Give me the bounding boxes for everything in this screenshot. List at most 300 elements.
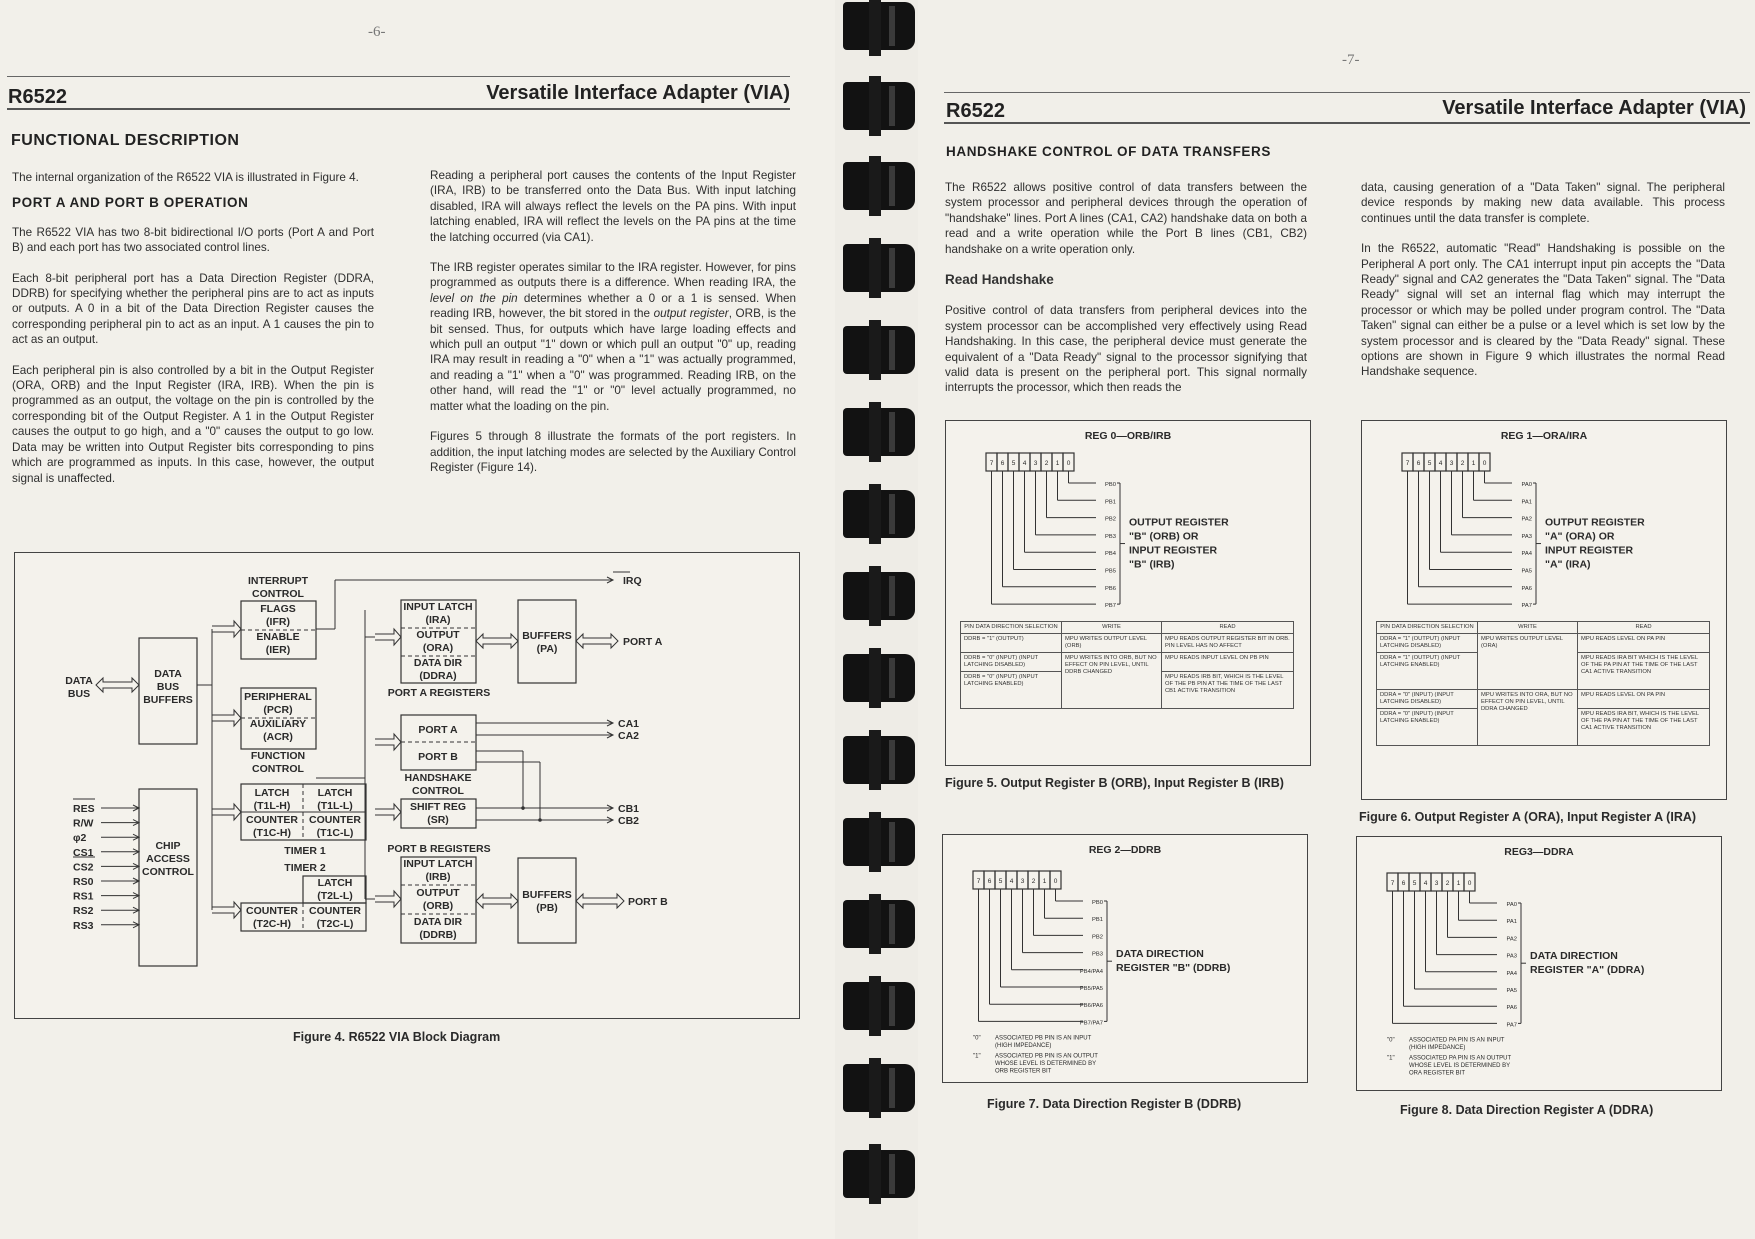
register-description: REGISTER "B" (DDRB)	[1116, 962, 1231, 975]
bit-number: 6	[1416, 460, 1421, 467]
section-title: FUNCTIONAL DESCRIPTION	[11, 132, 240, 149]
function-control-label: FUNCTION	[250, 750, 306, 762]
control-signal-label: φ2	[73, 832, 87, 845]
pin-label: PB3	[1105, 533, 1116, 540]
latch-t2l-label: (T2L-L)	[317, 890, 353, 902]
binding-coil	[843, 572, 915, 620]
handshake-control-label: HANDSHAKE	[404, 772, 472, 784]
note-text: ASSOCIATED PB PIN IS AN INPUT	[995, 1035, 1092, 1042]
note-text: WHOSE LEVEL IS DETERMINED BY	[995, 1060, 1097, 1067]
paragraph: Positive control of data transfers from peripheral devices into the system processor can be accomplished very effectively using Read Handshaking. In this case, the peripheral device must generate the equivalent of a "Data Ready" signal to the processor signifying that valid data is present on the peripheral port. This signal normally interrupts the processor, which then reads the	[945, 304, 1307, 395]
coil-highlight	[889, 576, 895, 616]
text-column-1	[12, 170, 374, 501]
ira-label: (IRA)	[425, 614, 451, 626]
peripheral-label: (PCR)	[263, 704, 293, 716]
orb-label: (ORB)	[422, 900, 454, 912]
text-column-2	[430, 168, 796, 490]
header-rule-top	[944, 92, 1750, 93]
bit-number: 4	[1022, 460, 1027, 467]
junction-dot	[538, 818, 542, 822]
table-cell: DDRA = "0" (INPUT) (INPUT LATCHING ENABLED)	[1377, 709, 1478, 746]
bit-number: 2	[1044, 460, 1049, 467]
data-bus-buffers-label: BUS	[156, 681, 180, 693]
coil-highlight	[889, 658, 895, 698]
coil-band	[869, 1058, 881, 1118]
interrupt-control-label: INTERRUPT	[247, 575, 309, 587]
bit-number: 5	[1011, 460, 1016, 467]
header-title: Versatile Interface Adapter (VIA)	[1442, 97, 1746, 119]
timer1-input-arrow	[212, 804, 241, 820]
pin-label: PB7	[1105, 603, 1116, 610]
buffers-pb-label: BUFFERS	[522, 889, 572, 901]
shift-register-label: SHIFT REG	[409, 801, 467, 813]
counter-t1h-label: (T1C-H)	[253, 827, 291, 839]
orb-label: OUTPUT	[416, 887, 460, 899]
data-bus-buffers-label: DATA	[154, 668, 182, 680]
table-header: READ	[1578, 622, 1710, 634]
bit-number: 6	[987, 878, 992, 885]
bit-number: 2	[1445, 880, 1450, 887]
pin-label: PA1	[1506, 919, 1517, 926]
register-description: DATA DIRECTION	[1116, 948, 1204, 961]
bit-number: 0	[1053, 878, 1058, 885]
handshake-control-label: CONTROL	[412, 785, 464, 797]
coil-band	[869, 320, 881, 380]
binding-coil	[843, 982, 915, 1030]
ora-label: (ORA)	[422, 642, 454, 654]
page-number: -6-	[368, 24, 386, 40]
pin-label: PA0	[1521, 482, 1532, 488]
chip-access-label: CHIP	[155, 840, 181, 852]
note-text: ASSOCIATED PB PIN IS AN OUTPUT	[995, 1053, 1098, 1060]
counter-t1l-label: COUNTER	[309, 814, 361, 826]
bit-number: 7	[1390, 880, 1395, 887]
table-cell: DDRB = "0" (INPUT) (INPUT LATCHING ENABLED)	[961, 672, 1062, 709]
counter-t2h-label: COUNTER	[246, 905, 298, 917]
figure-caption: Figure 6. Output Register A (ORA), Input Register A (IRA)	[1359, 810, 1697, 824]
paragraph: Reading a peripheral port causes the contents of the Input Register (IRA, IRB) to be transferred onto the Data Bus. With input latching disabled, IRA will always reflect the levels on the PA pins. With input latching enabled, IRA will reflect the levels on the PA pins at the time the latching occurred (via CA1).	[430, 169, 796, 244]
buffers-pb-label: (PB)	[536, 902, 558, 914]
header-part: R6522	[8, 86, 67, 108]
coil-highlight	[889, 86, 895, 126]
control-signal-label: RS1	[73, 890, 94, 903]
bit-number: 1	[1042, 878, 1047, 885]
table-header: PIN DATA DIRECTION SELECTION	[1377, 622, 1478, 634]
header-rule	[944, 122, 1750, 124]
data-bus-label: DATA	[65, 675, 93, 687]
figure-5-frame	[945, 420, 1311, 766]
paragraph: The R6522 VIA has two 8-bit bidirectional I/O ports (Port A and Port B) and each port has two associated control lines.	[12, 225, 374, 255]
pin-label: PA4	[1521, 551, 1532, 558]
binding-coil	[843, 2, 915, 50]
pin-label: PB0	[1105, 482, 1116, 488]
pin-label: PA2	[1506, 936, 1517, 943]
coil-highlight	[889, 494, 895, 534]
coil-band	[869, 730, 881, 790]
binding-coil	[843, 162, 915, 210]
pin-label: PB0	[1092, 900, 1103, 906]
counter-t2l-label: (T2C-L)	[316, 918, 354, 930]
timer2-label: TIMER 2	[284, 862, 326, 874]
enable-label: (IER)	[265, 644, 291, 656]
right-page	[918, 0, 1755, 1239]
pin-label: PB6	[1105, 585, 1116, 592]
counter-t2h-label: (T2C-H)	[253, 918, 291, 930]
port-b-input-arrow	[375, 891, 401, 907]
shift-register-label: (SR)	[427, 814, 449, 826]
pin-label: PA4	[1506, 970, 1517, 977]
port-a-registers-label: PORT A REGISTERS	[387, 687, 491, 699]
enable-label: ENABLE	[256, 631, 300, 643]
note-text: ASSOCIATED PA PIN IS AN OUTPUT	[1409, 1055, 1512, 1062]
bit-number: 4	[1009, 878, 1014, 885]
note-text: (HIGH IMPEDANCE)	[995, 1042, 1052, 1049]
control-signal-label: RES	[73, 803, 95, 815]
table-cell: DDRB = "0" (INPUT) (INPUT LATCHING DISABLED)	[961, 653, 1062, 672]
note-key: "0"	[973, 1035, 981, 1042]
bit-number: 4	[1438, 460, 1443, 467]
shift-input-arrow	[375, 804, 401, 820]
register-diagram	[946, 421, 1310, 621]
bit-number: 0	[1066, 460, 1071, 467]
binding-coil	[843, 326, 915, 374]
binding-coil	[843, 1064, 915, 1112]
register-table	[960, 621, 1294, 709]
text-run: , ORB, is the bit sensed. Thus, for outputs which have large loading effects and which pull an output "1" down or which pull an output "0" up, reading IRA may result in reading a "0" when a "1" was actually programmed, and reading a "1" when a "0" was programmed. Reading IRB, on the other hand, will read the "1" or "0" level actually programmed, no matter what the loading on the pin.	[430, 307, 796, 413]
bit-number: 4	[1423, 880, 1428, 887]
pin-label: PA7	[1521, 603, 1532, 610]
note-text: ASSOCIATED PA PIN IS AN INPUT	[1409, 1037, 1505, 1044]
data-bus-buffers-label: BUFFERS	[143, 694, 193, 706]
port-b-label: PORT B	[628, 896, 668, 908]
table-header: READ	[1162, 622, 1294, 634]
figure-7-frame	[942, 834, 1308, 1083]
register-diagram	[1362, 421, 1726, 621]
binding-coil	[843, 408, 915, 456]
control-signal-label: RS2	[73, 905, 94, 918]
intro-paragraph: The internal organization of the R6522 VIA is illustrated in Figure 4.	[12, 171, 359, 184]
figure-caption: Figure 4. R6522 VIA Block Diagram	[293, 1030, 501, 1044]
note-text: ORA REGISTER BIT	[1409, 1070, 1466, 1077]
coil-highlight	[889, 1068, 895, 1108]
page-number: -7-	[1342, 52, 1360, 68]
coil-band	[869, 76, 881, 136]
paragraph	[430, 260, 796, 414]
register-diagram	[1357, 837, 1721, 1090]
binding-spine	[835, 0, 918, 1239]
header-part: R6522	[946, 100, 1005, 122]
table-header: WRITE	[1062, 622, 1162, 634]
table-cell: DDRA = "1" (OUTPUT) (INPUT LATCHING DISABLED)	[1377, 634, 1478, 653]
table-header: WRITE	[1478, 622, 1578, 634]
chip-access-label: CONTROL	[142, 866, 194, 878]
coil-highlight	[889, 822, 895, 862]
latch-t1l-label: (T1L-L)	[317, 800, 353, 812]
bit-number: 7	[976, 878, 981, 885]
coil-band	[869, 566, 881, 626]
paragraph: Figures 5 through 8 illustrate the formats of the port registers. In addition, the input latching modes are selected by the Auxiliary Control Register (Figure 14).	[430, 430, 796, 474]
bit-number: 6	[1000, 460, 1005, 467]
header-rule	[7, 108, 790, 110]
pin-label: PA6	[1506, 1005, 1517, 1012]
function-control-label: CONTROL	[252, 763, 304, 775]
pin-label: PA6	[1521, 585, 1532, 592]
binding-coil	[843, 900, 915, 948]
text-run: determines whether a 0 or a 1 is sensed. When reading IRB, however, the bit stored in the	[430, 291, 796, 321]
buffers-pa-label: (PA)	[536, 643, 558, 655]
bit-number: 5	[1427, 460, 1432, 467]
binding-coil	[843, 1150, 915, 1198]
coil-highlight	[889, 248, 895, 288]
counter-t2l-label: COUNTER	[309, 905, 361, 917]
register-title: REG 1—ORA/IRA	[1500, 430, 1588, 442]
table-header: PIN DATA DIRECTION SELECTION	[961, 622, 1062, 634]
pin-label: PA7	[1506, 1022, 1517, 1029]
paragraph: data, causing generation of a "Data Taken" signal. The peripheral device responds by making new data available. This process continues until the data transfer is complete.	[1361, 181, 1725, 225]
table-cell: MPU WRITES OUTPUT LEVEL (ORB)	[1062, 634, 1162, 653]
register-description: OUTPUT REGISTER	[1129, 516, 1229, 529]
latch-t1h-label: LATCH	[254, 787, 290, 799]
ca1-label: CA1	[618, 718, 640, 730]
ddrb-label: (DDRB)	[419, 929, 457, 941]
chip-access-label: ACCESS	[146, 853, 190, 865]
ddra-label: (DDRA)	[419, 670, 457, 682]
binding-coil	[843, 736, 915, 784]
ora-label: OUTPUT	[416, 629, 460, 641]
coil-band	[869, 648, 881, 708]
table-cell: MPU READS IRB BIT, WHICH IS THE LEVEL OF THE PB PIN AT THE TIME OF THE LAST CB1 ACTIVE TRANSITION	[1162, 672, 1294, 709]
figure-caption: Figure 8. Data Direction Register A (DDRA)	[1400, 1103, 1654, 1117]
pin-label: PB5/PA5	[1079, 986, 1103, 992]
coil-band	[869, 156, 881, 216]
register-title: REG3—DDRA	[1504, 846, 1574, 858]
register-description: OUTPUT REGISTER	[1545, 516, 1645, 529]
table-cell: DDRA = "1" (OUTPUT) (INPUT LATCHING ENABLED)	[1377, 653, 1478, 690]
coil-highlight	[889, 412, 895, 452]
table-cell: MPU WRITES INTO ORB, BUT NO EFFECT ON PIN LEVEL, UNTIL DDRB CHANGED	[1062, 653, 1162, 709]
coil-band	[869, 1144, 881, 1204]
pin-label: PB3	[1092, 951, 1103, 958]
interrupt-input-arrow	[212, 621, 241, 637]
bit-number: 3	[1449, 460, 1454, 467]
figure-caption: Figure 5. Output Register B (ORB), Input Register B (IRB)	[945, 776, 1284, 790]
register-description: "A" (IRA)	[1545, 558, 1591, 571]
hs-port-b-label: PORT B	[418, 751, 458, 763]
note-key: "1"	[1387, 1055, 1395, 1062]
note-text: (HIGH IMPEDANCE)	[1409, 1044, 1466, 1051]
ira-label: INPUT LATCH	[403, 601, 473, 613]
pin-label: PB1	[1105, 499, 1116, 506]
port-a-arrow	[576, 634, 618, 648]
coil-highlight	[889, 740, 895, 780]
pin-label: PB5	[1105, 568, 1116, 575]
pin-label: PB2	[1092, 934, 1103, 941]
hs-port-a-label: PORT A	[418, 724, 458, 736]
junction-dot	[521, 806, 525, 810]
register-description: "A" (ORA) OR	[1545, 530, 1615, 543]
note-text: WHOSE LEVEL IS DETERMINED BY	[1409, 1062, 1511, 1069]
coil-band	[869, 0, 881, 56]
flags-label: (IFR)	[266, 616, 290, 628]
header-rule-top	[7, 76, 790, 77]
register-title: REG 2—DDRB	[1088, 844, 1162, 856]
auxiliary-label: AUXILIARY	[249, 718, 307, 730]
figure-caption: Figure 7. Data Direction Register B (DDRB)	[987, 1097, 1242, 1111]
ca2-label: CA2	[618, 730, 640, 742]
coil-band	[869, 976, 881, 1036]
note-key: "1"	[973, 1053, 981, 1060]
coil-highlight	[889, 1154, 895, 1194]
header-title: Versatile Interface Adapter (VIA)	[486, 82, 790, 104]
binding-coil	[843, 82, 915, 130]
pin-label: PA5	[1506, 988, 1517, 994]
pin-label: PB4/PA4	[1079, 968, 1103, 975]
bit-number: 1	[1055, 460, 1060, 467]
pin-label: PB1	[1092, 917, 1103, 924]
bit-number: 1	[1456, 880, 1461, 887]
interrupt-control-label: CONTROL	[252, 588, 304, 600]
binding-coil	[843, 818, 915, 866]
irq-label: IRQ	[623, 575, 642, 587]
table-cell: DDRB = "1" (OUTPUT)	[961, 634, 1062, 653]
irb-label: (IRB)	[425, 871, 451, 883]
text-column-2	[1361, 180, 1725, 395]
paragraph: The R6522 allows positive control of data transfers between the system processor and peripheral devices through the operation of "handshake" lines. Port A lines (CA1, CA2) handshake data on both a read and a write operation while the Port B lines (CB1, CB2) handshake on a write operation only.	[945, 181, 1307, 256]
register-description: REGISTER "A" (DDRA)	[1530, 964, 1645, 977]
figure-8-frame	[1356, 836, 1722, 1091]
peripheral-label: PERIPHERAL	[244, 691, 312, 703]
latch-t1h-label: (T1L-H)	[253, 800, 291, 812]
block-diagram	[15, 553, 799, 1018]
register-description: INPUT REGISTER	[1129, 544, 1218, 557]
irb-label: INPUT LATCH	[403, 858, 473, 870]
subsection-title: PORT A AND PORT B OPERATION	[12, 195, 249, 211]
coil-highlight	[889, 904, 895, 944]
note-key: "0"	[1387, 1037, 1395, 1044]
port-a-register-arrow	[476, 634, 518, 648]
register-description: "B" (ORB) OR	[1129, 530, 1199, 543]
port-b-register-arrow	[476, 894, 518, 908]
table-cell: MPU READS INPUT LEVEL ON PB PIN	[1162, 653, 1294, 672]
binding-coil	[843, 490, 915, 538]
control-signal-label: RS3	[73, 919, 94, 932]
ddra-label: DATA DIR	[413, 657, 463, 669]
bit-number: 3	[1434, 880, 1439, 887]
handshake-input-arrow	[375, 734, 401, 750]
pin-label: PB7/PA7	[1079, 1020, 1103, 1027]
pin-label: PA5	[1521, 568, 1532, 575]
control-signal-label: CS1	[73, 846, 94, 859]
pin-label: PA0	[1506, 902, 1517, 908]
table-cell: MPU READS LEVEL ON PA PIN	[1578, 690, 1710, 709]
text-column-1	[945, 180, 1307, 411]
pin-label: PB4	[1105, 551, 1116, 558]
subsection-title: Read Handshake	[945, 272, 1054, 288]
pin-label: PA1	[1521, 499, 1532, 506]
binding-coil	[843, 244, 915, 292]
bit-number: 5	[998, 878, 1003, 885]
port-a-input-arrow	[375, 629, 401, 645]
table-cell: MPU READS IRA BIT, WHICH IS THE LEVEL OF THE PA PIN AT THE TIME OF THE LAST CA1 ACTIVE TRANSITION	[1578, 709, 1710, 746]
bit-number: 1	[1471, 460, 1476, 467]
bit-number: 0	[1467, 880, 1472, 887]
register-description: DATA DIRECTION	[1530, 950, 1618, 963]
coil-highlight	[889, 330, 895, 370]
table-cell: MPU READS LEVEL ON PA PIN	[1578, 634, 1710, 653]
coil-highlight	[889, 986, 895, 1026]
italic-run: output register	[653, 307, 729, 321]
cb2-label: CB2	[618, 815, 640, 827]
bit-number: 5	[1412, 880, 1417, 887]
counter-t1l-label: (T1C-L)	[316, 827, 354, 839]
section-title: HANDSHAKE CONTROL OF DATA TRANSFERS	[946, 144, 1271, 159]
coil-band	[869, 484, 881, 544]
pin-label: PB2	[1105, 516, 1116, 523]
paragraph: In the R6522, automatic "Read" Handshaking is possible on the Peripheral A port only. The CA1 interrupt input pin accepts the "Data Ready" signal and CA2 generates the "Data Taken" signal. The "Data Ready" signal will set an internal flag which may interrupt the processor or which may be polled under program control. The "Data Taken" signal can either be a pulse or a level which is set low by the system processor and is cleared by the "Data Ready" signal. These options are shown in Figure 9 which illustrates the normal Read Handshake sequence.	[1361, 242, 1725, 379]
coil-band	[869, 812, 881, 872]
pin-label: PA2	[1521, 516, 1532, 523]
bit-number: 7	[1405, 460, 1410, 467]
table-cell: MPU READS OUTPUT REGISTER BIT IN ORB. PIN LEVEL HAS NO AFFECT	[1162, 634, 1294, 653]
coil-highlight	[889, 6, 895, 46]
bit-number: 3	[1020, 878, 1025, 885]
bit-number: 7	[989, 460, 994, 467]
cb1-label: CB1	[618, 803, 640, 815]
paragraph: Each peripheral pin is also controlled by a bit in the Output Register (ORA, ORB) and the Input Register (IRA, IRB). When the pin is programmed as an output, the voltage on the pin is controlled by the corresponding bit of the Output Register. A 1 in the Output Register causes the output to go high, and a "0" causes the output to go low. Data may be written into Output Register bits corresponding to pins which are programmed as inputs. In this case, however, the output signal is unaffected.	[12, 363, 374, 485]
port-a-label: PORT A	[623, 636, 663, 648]
bit-number: 2	[1460, 460, 1465, 467]
latch-t1l-label: LATCH	[317, 787, 353, 799]
pin-label: PB6/PA6	[1079, 1003, 1103, 1010]
block-diagram-frame	[14, 552, 800, 1019]
pin-label: PA3	[1506, 953, 1517, 960]
control-signal-label: CS2	[73, 861, 94, 874]
function-input-arrow	[212, 710, 241, 726]
bit-number: 6	[1401, 880, 1406, 887]
data-bus-label: BUS	[67, 688, 91, 700]
coil-band	[869, 894, 881, 954]
figure-6-frame	[1361, 420, 1727, 800]
table-cell: MPU READS IRA BIT WHICH IS THE LEVEL OF THE PA PIN AT THE TIME OF THE LAST CA1 ACTIVE TRANSITION	[1578, 653, 1710, 690]
paragraph: Each 8-bit peripheral port has a Data Direction Register (DDRA, DDRB) for specifying whether the peripheral pins are to act as inputs or outputs. A 0 in a bit of the Data Direction Register causes the corresponding peripheral pin to act as an input. A 1 causes the pin to act as an output.	[12, 271, 374, 347]
control-signal-label: RS0	[73, 876, 94, 888]
register-description: INPUT REGISTER	[1545, 544, 1634, 557]
register-description: "B" (IRB)	[1129, 558, 1175, 571]
buffers-pa-label: BUFFERS	[522, 630, 572, 642]
port-b-registers-label: PORT B REGISTERS	[387, 843, 491, 855]
latch-t2l-label: LATCH	[317, 877, 353, 889]
flags-label: FLAGS	[260, 603, 296, 615]
left-page	[0, 0, 835, 1239]
control-signal-label: R/W	[73, 817, 94, 830]
table-cell: DDRA = "0" (INPUT) (INPUT LATCHING DISABLED)	[1377, 690, 1478, 709]
bit-number: 0	[1482, 460, 1487, 467]
register-table	[1376, 621, 1710, 746]
pin-label: PA3	[1521, 533, 1532, 540]
italic-run: level on the pin	[430, 291, 518, 305]
counter-t1h-label: COUNTER	[246, 814, 298, 826]
bit-number: 3	[1033, 460, 1038, 467]
coil-band	[869, 402, 881, 462]
register-title: REG 0—ORB/IRB	[1084, 430, 1172, 442]
coil-band	[869, 238, 881, 298]
port-b-arrow	[576, 894, 624, 908]
register-diagram	[943, 835, 1307, 1082]
table-cell: MPU WRITES INTO ORA, BUT NO EFFECT ON PIN LEVEL, UNTIL DDRA CHANGED	[1478, 690, 1578, 746]
data-bus-arrow	[96, 678, 139, 692]
binding-coil	[843, 654, 915, 702]
coil-highlight	[889, 166, 895, 206]
